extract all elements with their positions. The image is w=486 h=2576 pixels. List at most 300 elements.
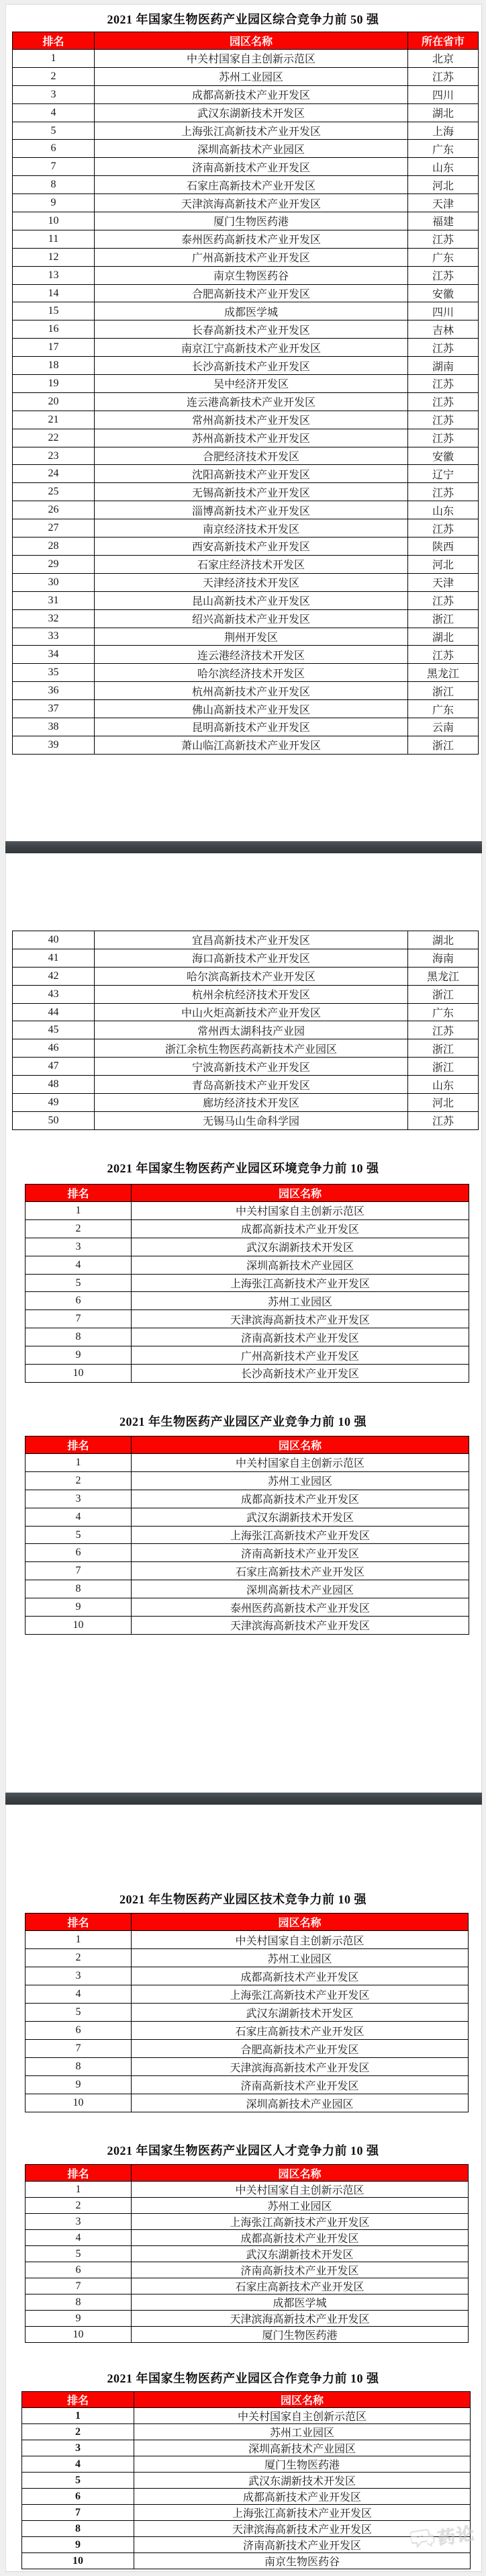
province-cell: 山东	[408, 1076, 479, 1094]
province-cell: 广东	[408, 1003, 479, 1021]
table-row	[22, 2456, 471, 2473]
table-row	[26, 2262, 469, 2278]
province-cell: 河北	[408, 1094, 479, 1112]
rank-cell: 9	[13, 194, 95, 212]
rank-cell: 47	[13, 1058, 95, 1076]
park-name-cell: 中关村国家自主创新示范区	[95, 50, 408, 68]
rank-cell: 5	[22, 2473, 134, 2489]
rank-cell: 19	[13, 375, 95, 393]
section-title-industry-top10: 2021 年生物医药产业园区产业竞争力前 10 强	[119, 1415, 367, 1428]
table-row	[13, 628, 479, 646]
park-name-cell: 广州高新技术产业开发区	[95, 248, 408, 266]
table-row	[13, 357, 479, 375]
province-cell: 福建	[408, 212, 479, 230]
rank-cell: 8	[22, 2521, 134, 2537]
park-name-cell: 无锡高新技术产业开发区	[95, 483, 408, 501]
park-name-cell: 苏州工业园区	[132, 2198, 469, 2214]
rank-cell: 2	[13, 67, 95, 85]
table-row	[26, 1985, 469, 2004]
rank-cell: 39	[13, 736, 95, 754]
table-row	[13, 50, 479, 68]
section-title-cooperation-top10: 2021 年国家生物医药产业园区合作竞争力前 10 强	[107, 2372, 379, 2385]
rank-cell: 8	[26, 1580, 132, 1598]
table-row	[13, 85, 479, 103]
rank-cell: 5	[13, 122, 95, 140]
table-row	[26, 1508, 469, 1526]
province-cell: 江苏	[408, 411, 479, 429]
table-row	[13, 664, 479, 682]
park-name-cell: 武汉东湖新技术开发区	[134, 2473, 471, 2489]
rank-cell: 10	[13, 212, 95, 230]
province-cell: 陕西	[408, 538, 479, 556]
table-industry-top10	[25, 1436, 469, 1635]
park-name-cell: 苏州工业园区	[134, 2424, 471, 2440]
park-name-cell: 武汉东湖新技术开发区	[132, 1508, 469, 1526]
rank-cell: 2	[26, 1219, 132, 1238]
table-row	[26, 2022, 469, 2040]
province-cell: 湖北	[408, 103, 479, 122]
rank-cell: 7	[26, 2278, 132, 2294]
rank-cell: 24	[13, 465, 95, 483]
park-name-cell: 廊坊经济技术开发区	[95, 1094, 408, 1112]
table-environment-top10	[25, 1184, 469, 1383]
province-cell: 安徽	[408, 284, 479, 302]
province-cell: 浙江	[408, 682, 479, 700]
rank-cell: 4	[26, 1508, 132, 1526]
table-row	[13, 122, 479, 140]
province-cell: 广东	[408, 248, 479, 266]
table-comprehensive-top50	[12, 32, 479, 755]
park-name-cell: 泰州医药高新技术产业开发区	[95, 230, 408, 248]
rank-cell: 3	[22, 2440, 134, 2456]
rank-cell: 46	[13, 1039, 95, 1058]
rank-cell: 6	[26, 2022, 132, 2040]
rank-cell: 8	[26, 2294, 132, 2311]
province-cell: 四川	[408, 302, 479, 320]
table-row	[13, 212, 479, 230]
table-row	[13, 555, 479, 573]
park-name-cell: 宜昌高新技术产业开发区	[95, 931, 408, 949]
table-row	[13, 1003, 479, 1021]
province-cell: 四川	[408, 85, 479, 103]
park-name-cell: 天津经济技术开发区	[95, 573, 408, 591]
table-cooperation-top10	[21, 2391, 471, 2569]
table-row	[13, 985, 479, 1003]
column-header-park-name: 园区名称	[95, 32, 408, 50]
table-row	[22, 2424, 471, 2440]
rank-cell: 3	[26, 2214, 132, 2230]
park-name-cell: 成都高新技术产业开发区	[95, 85, 408, 103]
park-name-cell: 杭州余杭经济技术开发区	[95, 985, 408, 1003]
rank-cell: 21	[13, 411, 95, 429]
column-header-park-name: 园区名称	[132, 2165, 469, 2182]
rank-cell: 2	[22, 2424, 134, 2440]
table-row	[13, 176, 479, 194]
table-row	[22, 2553, 471, 2569]
park-name-cell: 昆山高新技术产业开发区	[95, 591, 408, 609]
table-row	[13, 284, 479, 302]
column-header-province: 所在省市	[408, 32, 479, 50]
table-row	[13, 411, 479, 429]
park-name-cell: 上海张江高新技术产业开发区	[132, 2214, 469, 2230]
province-cell: 安徽	[408, 447, 479, 465]
park-name-cell: 济南高新技术产业开发区	[132, 2076, 469, 2094]
table-row	[13, 1076, 479, 1094]
park-name-cell: 石家庄高新技术产业开发区	[132, 1562, 469, 1580]
table-row	[26, 1598, 469, 1617]
rank-cell: 35	[13, 664, 95, 682]
column-header-rank: 排名	[13, 32, 95, 50]
park-name-cell: 昆明高新技术产业开发区	[95, 718, 408, 736]
park-name-cell: 中关村国家自主创新示范区	[132, 1931, 469, 1949]
park-name-cell: 成都医学城	[132, 2294, 469, 2311]
province-cell: 浙江	[408, 1058, 479, 1076]
rank-cell: 20	[13, 392, 95, 411]
park-name-cell: 武汉东湖新技术开发区	[132, 1238, 469, 1256]
park-name-cell: 天津滨海高新技术产业开发区	[95, 194, 408, 212]
rank-cell: 37	[13, 700, 95, 718]
park-name-cell: 石家庄高新技术产业开发区	[132, 2022, 469, 2040]
park-name-cell: 深圳高新技术产业园区	[132, 1580, 469, 1598]
rank-cell: 5	[26, 2004, 132, 2022]
table-row	[26, 1454, 469, 1472]
province-cell: 浙江	[408, 609, 479, 628]
table-row	[13, 1039, 479, 1058]
province-cell: 云南	[408, 718, 479, 736]
park-name-cell: 浙江余杭生物医药高新技术产业园区	[95, 1039, 408, 1058]
rank-cell: 7	[26, 1562, 132, 1580]
table-row	[13, 967, 479, 985]
rank-cell: 4	[26, 1256, 132, 1274]
table-row	[26, 2214, 469, 2230]
column-header-park-name: 园区名称	[134, 2392, 471, 2408]
column-header-rank: 排名	[26, 2165, 132, 2182]
rank-cell: 10	[26, 1617, 132, 1635]
table-row	[26, 2198, 469, 2214]
table-row	[13, 248, 479, 266]
rank-cell: 27	[13, 519, 95, 538]
column-header-rank: 排名	[22, 2392, 134, 2408]
table-row	[13, 736, 479, 754]
rank-cell: 6	[22, 2489, 134, 2505]
park-name-cell: 深圳高新技术产业园区	[132, 1256, 469, 1274]
table-row	[13, 609, 479, 628]
rank-cell: 1	[26, 1202, 132, 1220]
park-name-cell: 常州西太湖科技产业园	[95, 1021, 408, 1039]
table-row	[13, 519, 479, 538]
rank-cell: 6	[26, 1544, 132, 1562]
table-row	[13, 501, 479, 519]
table-row	[22, 2473, 471, 2489]
table-row	[26, 1238, 469, 1256]
rank-cell: 8	[26, 2058, 132, 2076]
park-name-cell: 深圳高新技术产业园区	[132, 2094, 469, 2112]
park-name-cell: 上海张江高新技术产业开发区	[95, 122, 408, 140]
rank-cell: 2	[26, 1949, 132, 1967]
table-row	[26, 2058, 469, 2076]
park-name-cell: 济南高新技术产业开发区	[134, 2537, 471, 2553]
park-name-cell: 西安高新技术产业开发区	[95, 538, 408, 556]
table-row	[13, 302, 479, 320]
park-name-cell: 上海张江高新技术产业开发区	[132, 1985, 469, 2004]
table-row	[13, 1111, 479, 1129]
table-row	[26, 1292, 469, 1310]
park-name-cell: 成都高新技术产业开发区	[134, 2489, 471, 2505]
park-name-cell: 沈阳高新技术产业开发区	[95, 465, 408, 483]
park-name-cell: 荆州开发区	[95, 628, 408, 646]
province-cell: 广东	[408, 140, 479, 158]
province-cell: 江苏	[408, 1111, 479, 1129]
park-name-cell: 苏州工业园区	[95, 67, 408, 85]
park-name-cell: 泰州医药高新技术产业开发区	[132, 1598, 469, 1617]
park-name-cell: 石家庄高新技术产业开发区	[95, 176, 408, 194]
rank-cell: 49	[13, 1094, 95, 1112]
rank-cell: 10	[26, 1365, 132, 1383]
park-name-cell: 中山火炬高新技术产业开发区	[95, 1003, 408, 1021]
park-name-cell: 成都高新技术产业开发区	[132, 1490, 469, 1508]
rank-cell: 5	[26, 2246, 132, 2262]
table-row	[26, 1931, 469, 1949]
park-name-cell: 中关村国家自主创新示范区	[132, 2182, 469, 2198]
park-name-cell: 武汉东湖新技术开发区	[132, 2004, 469, 2022]
rank-cell: 36	[13, 682, 95, 700]
rank-cell: 3	[26, 1967, 132, 1985]
park-name-cell: 合肥高新技术产业开发区	[132, 2040, 469, 2058]
park-name-cell: 南京生物医药谷	[95, 266, 408, 284]
table-row	[26, 1471, 469, 1490]
rank-cell: 10	[26, 2094, 132, 2112]
park-name-cell: 成都医学城	[95, 302, 408, 320]
rank-cell: 9	[26, 1346, 132, 1365]
rank-cell: 38	[13, 718, 95, 736]
table-row	[13, 700, 479, 718]
rank-cell: 40	[13, 931, 95, 949]
rank-cell: 16	[13, 320, 95, 339]
province-cell: 湖北	[408, 931, 479, 949]
province-cell: 江苏	[408, 266, 479, 284]
park-name-cell: 天津滨海高新技术产业开发区	[132, 2311, 469, 2327]
table-row	[13, 465, 479, 483]
table-row	[13, 718, 479, 736]
province-cell: 辽宁	[408, 465, 479, 483]
park-name-cell: 济南高新技术产业开发区	[132, 2262, 469, 2278]
rank-cell: 26	[13, 501, 95, 519]
park-name-cell: 广州高新技术产业开发区	[132, 1346, 469, 1365]
rank-cell: 23	[13, 447, 95, 465]
province-cell: 江苏	[408, 1021, 479, 1039]
province-cell: 浙江	[408, 1039, 479, 1058]
province-cell: 湖南	[408, 357, 479, 375]
table-row	[22, 2505, 471, 2521]
table-row	[26, 1490, 469, 1508]
rank-cell: 1	[22, 2408, 134, 2424]
table-row	[13, 392, 479, 411]
table-row	[13, 591, 479, 609]
rank-cell: 4	[22, 2456, 134, 2473]
park-name-cell: 青岛高新技术产业开发区	[95, 1076, 408, 1094]
park-name-cell: 成都高新技术产业开发区	[132, 1219, 469, 1238]
park-name-cell: 苏州工业园区	[132, 1292, 469, 1310]
province-cell: 江苏	[408, 392, 479, 411]
rank-cell: 11	[13, 230, 95, 248]
park-name-cell: 佛山高新技术产业开发区	[95, 700, 408, 718]
rank-cell: 14	[13, 284, 95, 302]
park-name-cell: 连云港高新技术产业开发区	[95, 392, 408, 411]
table-row	[13, 646, 479, 664]
park-name-cell: 萧山临江高新技术产业开发区	[95, 736, 408, 754]
park-name-cell: 成都高新技术产业开发区	[132, 1967, 469, 1985]
table-row	[13, 682, 479, 700]
rank-cell: 10	[22, 2553, 134, 2569]
park-name-cell: 南京生物医药谷	[134, 2553, 471, 2569]
rank-cell: 1	[26, 2182, 132, 2198]
rank-cell: 8	[13, 176, 95, 194]
rank-cell: 13	[13, 266, 95, 284]
table-row	[13, 339, 479, 357]
province-cell: 吉林	[408, 320, 479, 339]
table-row	[26, 1562, 469, 1580]
table-row	[26, 2327, 469, 2343]
rank-cell: 3	[13, 85, 95, 103]
park-name-cell: 苏州工业园区	[132, 1471, 469, 1490]
table-row	[13, 483, 479, 501]
table-row	[26, 2182, 469, 2198]
province-cell: 江苏	[408, 230, 479, 248]
province-cell: 江苏	[408, 339, 479, 357]
table-row	[13, 230, 479, 248]
park-name-cell: 杭州高新技术产业开发区	[95, 682, 408, 700]
table-row	[26, 2311, 469, 2327]
park-name-cell: 天津滨海高新技术产业开发区	[134, 2521, 471, 2537]
park-name-cell: 绍兴高新技术产业开发区	[95, 609, 408, 628]
park-name-cell: 苏州高新技术产业开发区	[95, 429, 408, 447]
park-name-cell: 厦门生物医药港	[134, 2456, 471, 2473]
table-row	[26, 2004, 469, 2022]
table-technology-top10	[25, 1913, 469, 2112]
table-row	[13, 103, 479, 122]
rank-cell: 1	[26, 1931, 132, 1949]
table-row	[13, 949, 479, 967]
table-row	[22, 2521, 471, 2537]
province-cell: 山东	[408, 158, 479, 176]
park-name-cell: 淄博高新技术产业开发区	[95, 501, 408, 519]
column-header-park-name: 园区名称	[132, 1914, 469, 1931]
province-cell: 河北	[408, 555, 479, 573]
rank-cell: 30	[13, 573, 95, 591]
rank-cell: 31	[13, 591, 95, 609]
rank-cell: 1	[13, 50, 95, 68]
rank-cell: 44	[13, 1003, 95, 1021]
province-cell: 海南	[408, 949, 479, 967]
page-break-bar	[5, 841, 482, 853]
section-title-talent-top10: 2021 年国家生物医药产业园区人才竞争力前 10 强	[107, 2144, 379, 2157]
province-cell: 江苏	[408, 429, 479, 447]
park-name-cell: 长沙高新技术产业开发区	[132, 1365, 469, 1383]
park-name-cell: 南京经济技术开发区	[95, 519, 408, 538]
province-cell: 广东	[408, 700, 479, 718]
table-row	[13, 538, 479, 556]
rank-cell: 5	[26, 1526, 132, 1544]
rank-cell: 9	[26, 2076, 132, 2094]
park-name-cell: 深圳高新技术产业园区	[95, 140, 408, 158]
park-name-cell: 哈尔滨高新技术产业开发区	[95, 967, 408, 985]
province-cell: 北京	[408, 50, 479, 68]
park-name-cell: 上海张江高新技术产业开发区	[134, 2505, 471, 2521]
rank-cell: 17	[13, 339, 95, 357]
table-row	[26, 2278, 469, 2294]
table-row	[13, 447, 479, 465]
park-name-cell: 济南高新技术产业开发区	[132, 1544, 469, 1562]
rank-cell: 9	[26, 2311, 132, 2327]
park-name-cell: 天津滨海高新技术产业开发区	[132, 1310, 469, 1328]
park-name-cell: 吴中经济开发区	[95, 375, 408, 393]
column-header-rank: 排名	[26, 1185, 132, 1202]
table-row	[22, 2489, 471, 2505]
park-name-cell: 济南高新技术产业开发区	[132, 1328, 469, 1346]
table-row	[22, 2440, 471, 2456]
table-row	[13, 320, 479, 339]
table-row	[26, 1219, 469, 1238]
province-cell: 上海	[408, 122, 479, 140]
table-comprehensive-top50-cont	[12, 931, 479, 1130]
table-row	[22, 2537, 471, 2553]
rank-cell: 9	[22, 2537, 134, 2553]
park-name-cell: 哈尔滨经济技术开发区	[95, 664, 408, 682]
province-cell: 江苏	[408, 483, 479, 501]
rank-cell: 48	[13, 1076, 95, 1094]
rank-cell: 6	[13, 140, 95, 158]
park-name-cell: 无锡马山生命科学园	[95, 1111, 408, 1129]
park-name-cell: 成都高新技术产业开发区	[132, 2230, 469, 2246]
province-cell: 浙江	[408, 985, 479, 1003]
park-name-cell: 深圳高新技术产业园区	[134, 2440, 471, 2456]
table-row	[26, 2094, 469, 2112]
province-cell: 湖北	[408, 628, 479, 646]
park-name-cell: 宁波高新技术产业开发区	[95, 1058, 408, 1076]
rank-cell: 2	[26, 1471, 132, 1490]
table-row	[26, 1256, 469, 1274]
park-name-cell: 武汉东湖新技术开发区	[132, 2246, 469, 2262]
table-row	[13, 1058, 479, 1076]
column-header-park-name: 园区名称	[132, 1436, 469, 1454]
table-row	[13, 1021, 479, 1039]
province-cell: 天津	[408, 573, 479, 591]
table-row	[26, 1967, 469, 1985]
rank-cell: 9	[26, 1598, 132, 1617]
rank-cell: 43	[13, 985, 95, 1003]
rank-cell: 4	[26, 2230, 132, 2246]
park-name-cell: 合肥经济技术开发区	[95, 447, 408, 465]
province-cell: 河北	[408, 176, 479, 194]
table-row	[13, 67, 479, 85]
park-name-cell: 石家庄高新技术产业开发区	[132, 2278, 469, 2294]
table-row	[26, 1580, 469, 1598]
table-row	[13, 1094, 479, 1112]
table-row	[26, 1526, 469, 1544]
park-name-cell: 武汉东湖新技术开发区	[95, 103, 408, 122]
rank-cell: 6	[26, 1292, 132, 1310]
rank-cell: 29	[13, 555, 95, 573]
rank-cell: 5	[26, 1274, 132, 1292]
rank-cell: 4	[13, 103, 95, 122]
table-row	[26, 2076, 469, 2094]
table-row	[26, 1274, 469, 1292]
column-header-rank: 排名	[26, 1914, 132, 1931]
park-name-cell: 长沙高新技术产业开发区	[95, 357, 408, 375]
rank-cell: 7	[26, 2040, 132, 2058]
watermark-text: 药论	[436, 2523, 477, 2548]
table-row	[26, 1346, 469, 1365]
